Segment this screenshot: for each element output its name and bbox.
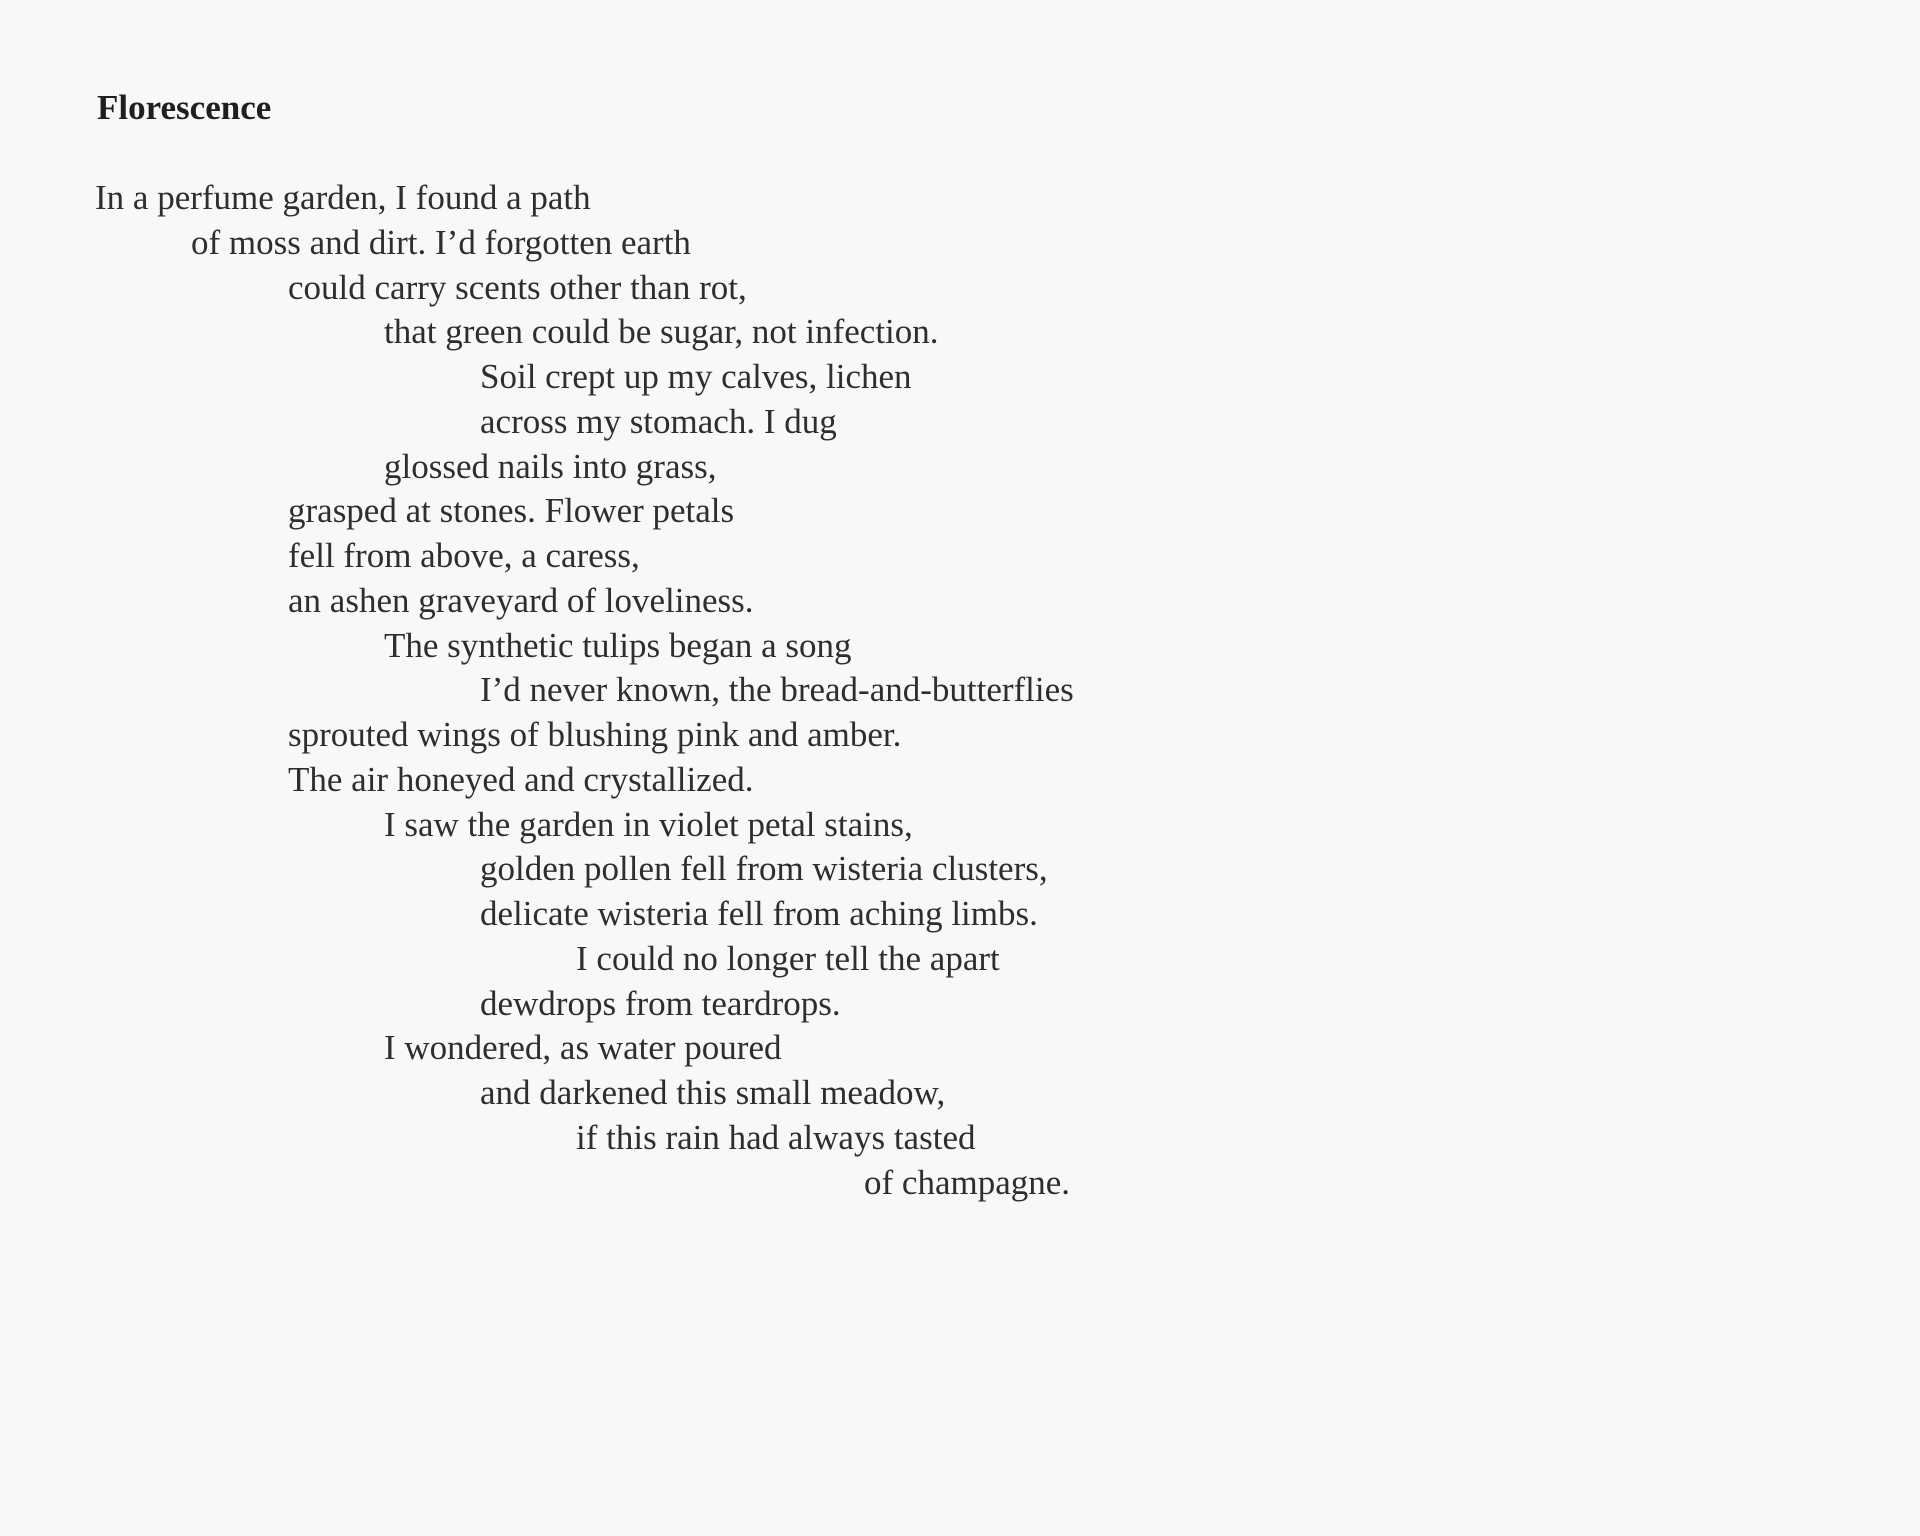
poem-line: fell from above, a caress, (288, 536, 640, 575)
poem-line: across my stomach. I dug (480, 401, 837, 441)
poem-line: of champagne. (864, 1162, 1071, 1202)
poem-line: grasped at stones. Flower petals (288, 491, 735, 531)
poem-line: golden pollen fell from wisteria clusters, (480, 849, 1048, 889)
poem-line: I’d never known, the bread-and-butterflies (480, 670, 1074, 710)
poem-line: and darkened this small meadow, (480, 1073, 946, 1112)
poem-line: if this rain had always tasted (576, 1117, 976, 1157)
poem-line: I wondered, as water poured (384, 1028, 782, 1068)
poem-line: sprouted wings of blushing pink and amber. (288, 715, 902, 754)
poem-line: The air honeyed and crystallized. (288, 759, 754, 799)
poem-title: Florescence (97, 88, 272, 127)
poem-body (95, 176, 1795, 1205)
poem-line: delicate wisteria fell from aching limbs. (480, 894, 1038, 933)
poem-line: dewdrops from teardrops. (480, 983, 841, 1023)
poem-line: The synthetic tulips began a song (384, 625, 852, 665)
poem-line: I could no longer tell the apart (576, 938, 1000, 978)
poem-line: glossed nails into grass, (384, 446, 717, 486)
poem-line: I saw the garden in violet petal stains, (384, 804, 913, 844)
poem-line: an ashen graveyard of loveliness. (288, 580, 754, 620)
poem-line: Soil crept up my calves, lichen (480, 357, 912, 396)
poem-line: that green could be sugar, not infection. (384, 312, 939, 352)
poem-line: of moss and dirt. I’d forgotten earth (191, 222, 691, 262)
poem-line: could carry scents other than rot, (288, 267, 747, 307)
poem-line: In a perfume garden, I found a path (95, 178, 591, 217)
